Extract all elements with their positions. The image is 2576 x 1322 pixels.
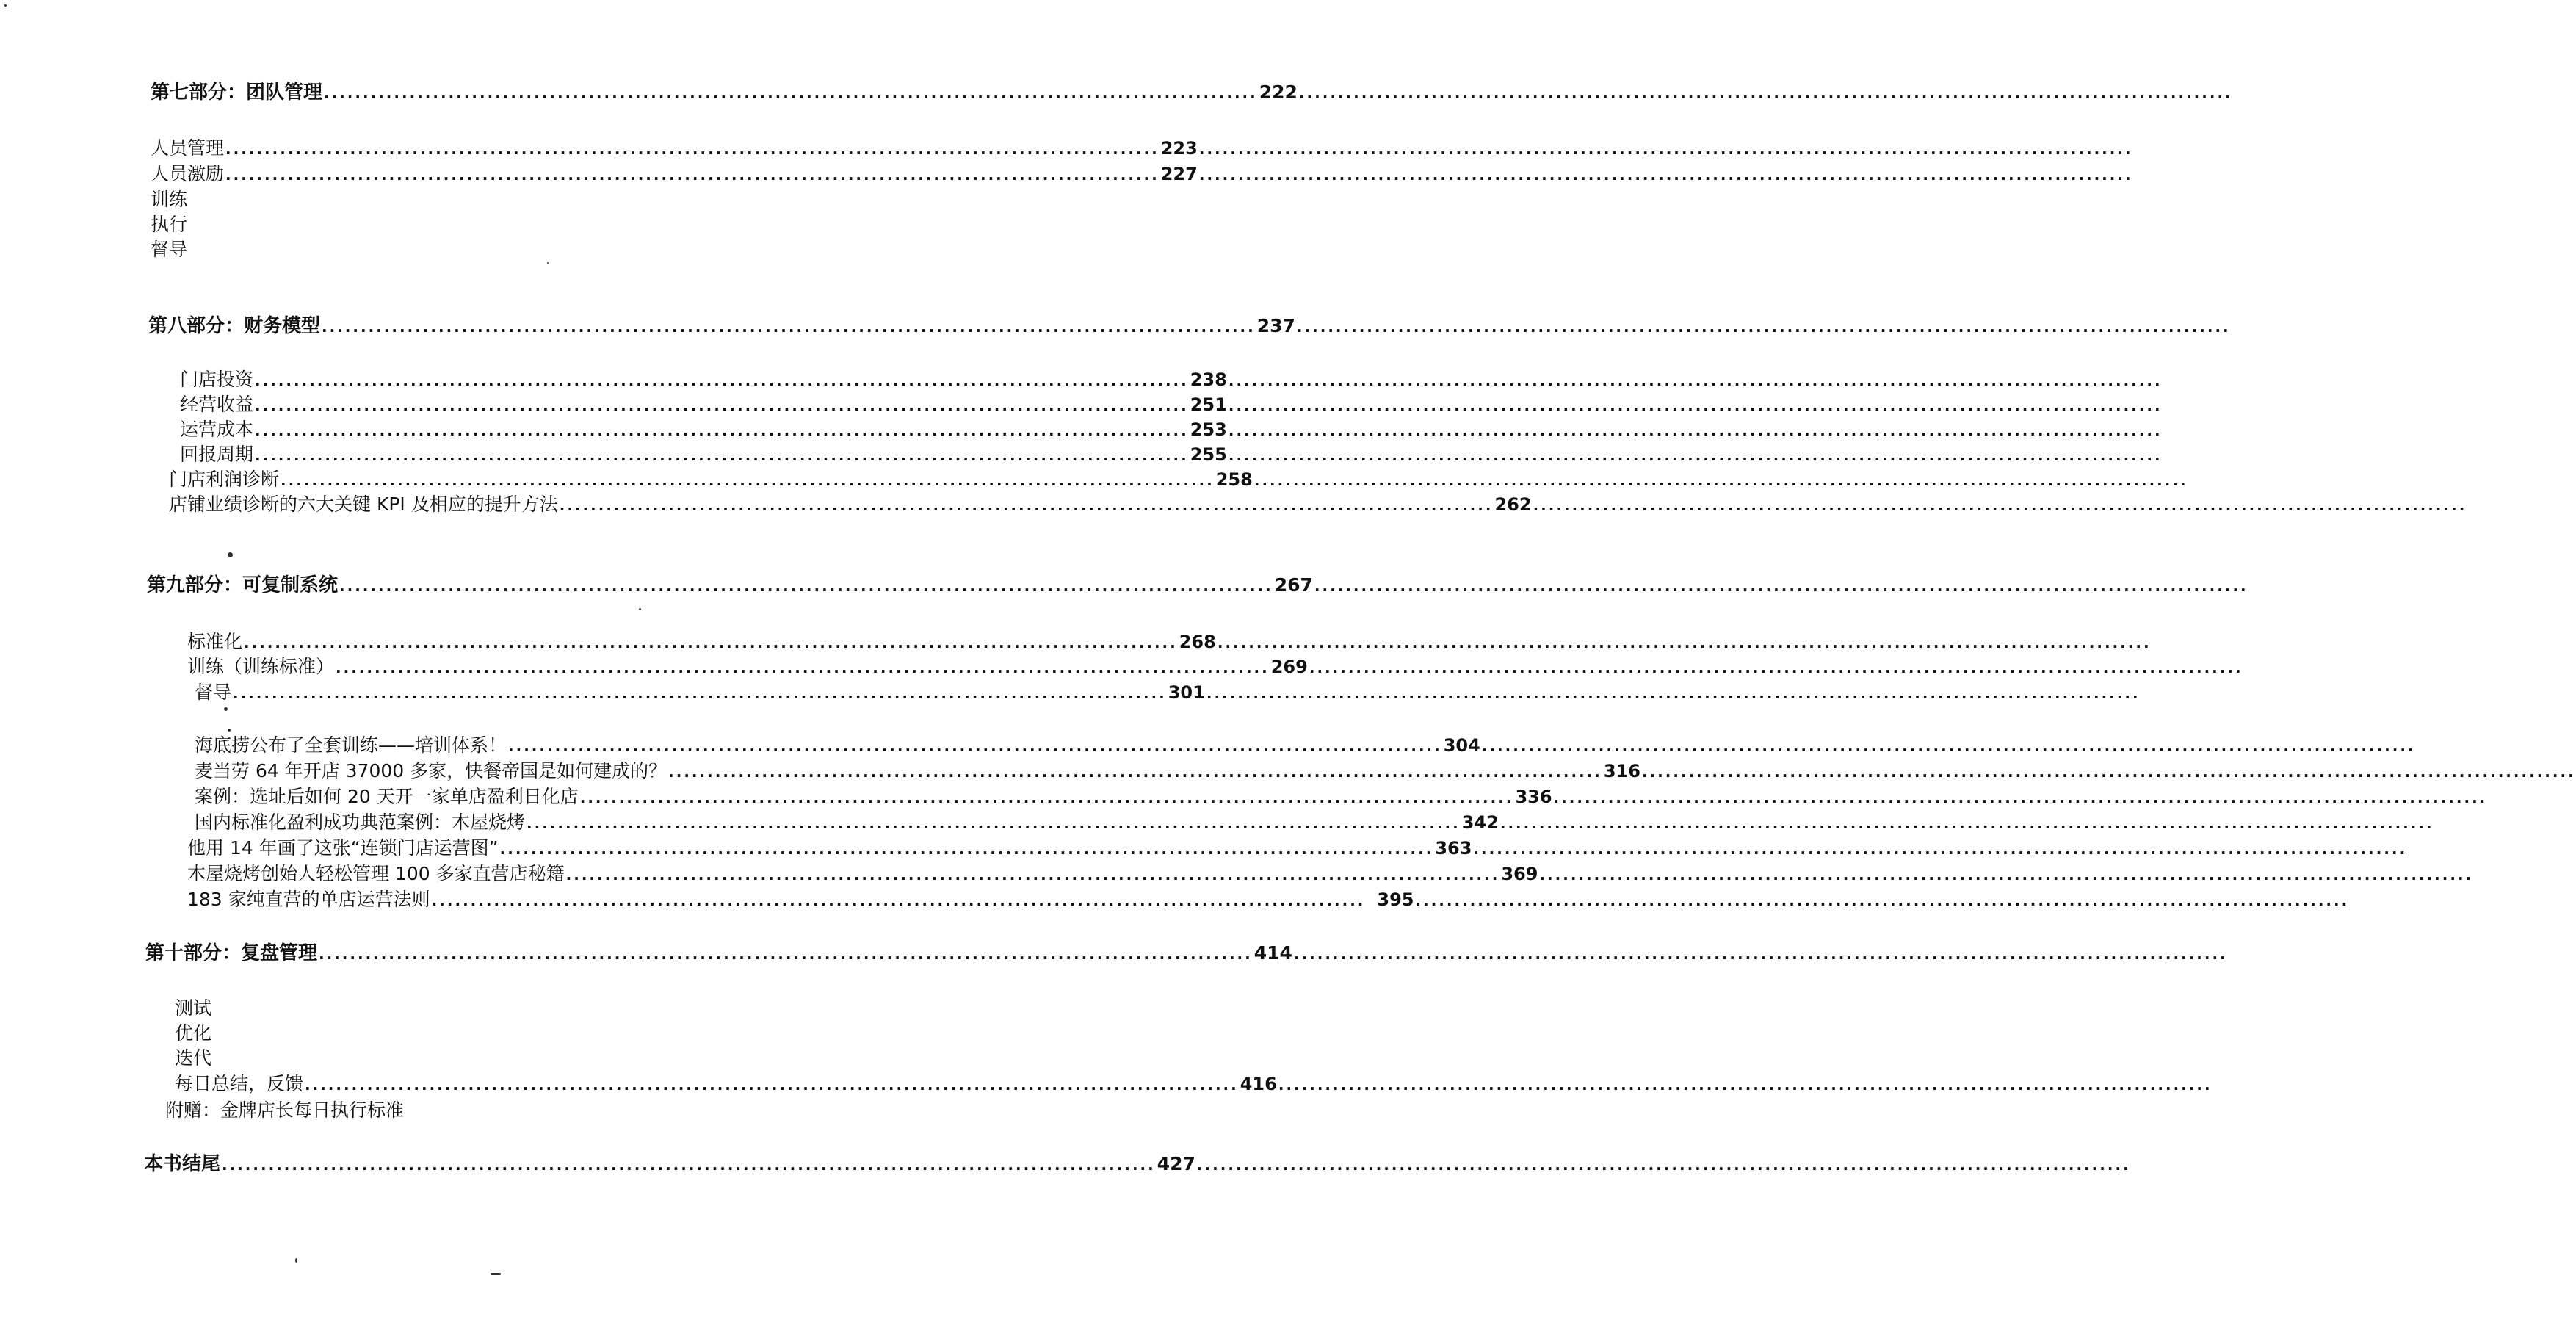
toc-item-page: 227: [1160, 164, 1198, 184]
toc-item[interactable]: [180, 368, 2163, 392]
toc-item[interactable]: [180, 443, 2163, 467]
dot-leader: ........................................................................................................................: [225, 140, 1159, 158]
toc-item-title: 执行: [151, 214, 188, 235]
dot-leader: ........................................................................................................................: [233, 685, 1167, 702]
toc-item-title: 附赠：金牌店长每日执行标准: [165, 1099, 405, 1121]
toc-item-title: 国内标准化盈利成功典范案例：木屋烧烤: [195, 812, 526, 833]
toc-item-page: 238: [1190, 369, 1227, 390]
toc-heading-title: 第十部分：复盘管理: [145, 942, 318, 964]
dot-leader: ........................................................................................................................: [1228, 422, 2163, 439]
toc-heading-page: 267: [1274, 574, 1313, 596]
dot-leader: ........................................................................................................................: [305, 1076, 1239, 1094]
dot-leader: ........................................................................................................................: [1314, 577, 2248, 595]
toc-item[interactable]: [195, 785, 2488, 809]
toc-item-title: 训练: [151, 189, 188, 210]
toc-item-title: 督导: [151, 239, 188, 260]
toc-item[interactable]: [195, 734, 2416, 758]
toc-item-page: 301: [1168, 682, 1205, 703]
toc-item-page: 342: [1461, 812, 1499, 833]
dot-leader: ........................................................................................................................: [324, 84, 1258, 102]
toc-item[interactable]: [195, 811, 2434, 835]
toc-item-title: 优化: [175, 1022, 212, 1044]
dot-leader: ........................................................................................................................: [319, 945, 1253, 963]
toc-item[interactable]: [175, 1022, 211, 1045]
toc-item-title: 门店投资: [180, 369, 254, 390]
dot-leader: ........................................................................................................................: [565, 866, 1500, 884]
dot-leader: ........................................................................................................................: [1499, 814, 2434, 832]
toc-item-page: 253: [1190, 419, 1227, 440]
toc-item[interactable]: [165, 1099, 404, 1122]
dot-leader: ........................................................................................................................: [1198, 166, 2133, 184]
toc-item-title: 经营收益: [180, 394, 254, 415]
toc-item-title: 标准化: [187, 631, 243, 652]
toc-item[interactable]: [151, 162, 2133, 187]
toc-item-page: 269: [1270, 657, 1308, 677]
toc-item[interactable]: [187, 862, 2474, 886]
toc-heading-page: 427: [1157, 1153, 1195, 1174]
dot-leader: ........................................................................................................................: [668, 763, 1602, 781]
toc-item[interactable]: [187, 655, 2243, 679]
dot-leader: ........................................................................................................................: [281, 472, 1215, 489]
scan-speck: [639, 608, 641, 610]
toc-heading-title: 第八部分：财务模型: [148, 315, 321, 337]
toc-item-page: 251: [1190, 394, 1227, 415]
toc-item-title: 人员管理: [151, 137, 225, 159]
dot-leader: ........................................................................................................................: [1415, 892, 2350, 909]
toc-item-title: 海底捞公布了全套训练——培训体系！: [195, 734, 507, 756]
toc-heading-page: 414: [1253, 942, 1292, 964]
toc-item[interactable]: [151, 188, 187, 212]
toc-item-title: 案例：选址后如何 20 天开一家单店盈利日化店: [195, 786, 579, 807]
toc-heading-title: 第七部分：团队管理: [151, 82, 323, 104]
dot-leader: ........................................................................................................................: [255, 372, 1189, 389]
toc-heading-page: 237: [1256, 315, 1295, 336]
scan-speck: [547, 262, 549, 264]
scan-speck: [228, 552, 233, 557]
toc-item[interactable]: [187, 837, 2408, 861]
dot-leader: ........................................................................................................................: [244, 634, 1178, 651]
toc-item-title: 店铺业绩诊断的六大关键 KPI 及相应的提升方法: [169, 494, 558, 515]
toc-heading-part10[interactable]: [145, 942, 2228, 966]
toc-item-title: 他用 14 年画了这张“连锁门店运营图”: [187, 837, 499, 859]
dot-leader: ........................................................................................................................: [1278, 1076, 2213, 1094]
dot-leader: ........................................................................................................................: [1539, 866, 2474, 884]
dot-leader: ........................................................................................................................: [1641, 763, 2576, 781]
toc-heading-part9[interactable]: [147, 574, 2248, 598]
toc-item[interactable]: [180, 393, 2163, 417]
toc-heading-title: 第九部分：可复制系统: [147, 574, 339, 596]
dot-leader: ........................................................................................................................: [579, 789, 1514, 806]
toc-item-page: 416: [1240, 1074, 1277, 1094]
toc-item[interactable]: [175, 997, 211, 1020]
dot-leader: ........................................................................................................................: [1296, 318, 2231, 336]
toc-item-page: 369: [1501, 864, 1538, 884]
dot-leader: ........................................................................................................................: [508, 737, 1442, 755]
dot-leader: ........................................................................................................................: [1553, 789, 2488, 806]
toc-item-title: 每日总结，反馈: [175, 1073, 304, 1094]
toc-item[interactable]: [180, 418, 2163, 442]
toc-item-title: 训练（训练标准）: [187, 656, 335, 677]
toc-heading-part7[interactable]: [151, 81, 2233, 105]
scan-speck: [295, 1258, 297, 1263]
scan-speck: [228, 729, 231, 732]
dot-leader: ........................................................................................................................: [1309, 659, 2243, 676]
toc-item-page: 395: [1377, 889, 1414, 910]
toc-item[interactable]: [187, 630, 2152, 654]
toc-item[interactable]: [195, 759, 2576, 784]
dot-leader: ........................................................................................................................: [1293, 945, 2228, 963]
dot-leader: ........................................................................................................................: [336, 659, 1270, 676]
toc-item-page: 223: [1160, 138, 1198, 159]
toc-heading-page: 222: [1259, 82, 1298, 103]
toc-item-title: 督导: [195, 682, 232, 703]
toc-item-title: 迭代: [175, 1047, 212, 1069]
dot-leader: ........................................................................................................................: [255, 422, 1189, 439]
dot-leader: ........................................................................................................................: [255, 397, 1189, 414]
toc-item-title: 运营成本: [180, 419, 254, 440]
dot-leader: ........................................................................................................................: [1228, 372, 2163, 389]
toc-item[interactable]: [175, 1047, 211, 1070]
toc-heading-title: 本书结尾: [144, 1153, 221, 1175]
dot-leader: ........................................................................................................................: [1206, 685, 2141, 702]
toc-item-page: 262: [1494, 494, 1532, 515]
toc-item-page: 336: [1515, 787, 1552, 807]
scan-speck: [4, 4, 7, 7]
dot-leader: ........................................................................................................................: [1533, 496, 2467, 514]
toc-item[interactable]: [151, 213, 187, 236]
toc-heading-ending[interactable]: [144, 1152, 2131, 1177]
toc-heading-part8[interactable]: [148, 314, 2231, 339]
toc-item-page: 316: [1603, 761, 1640, 781]
toc-item[interactable]: [151, 137, 2133, 161]
dot-leader: ........................................................................................................................: [499, 840, 1434, 858]
dot-leader: ........................................................................................................................: [222, 1156, 1156, 1174]
dot-leader: ........................................................................................................................: [1253, 472, 2188, 489]
dot-leader: ........................................................................................................................: [431, 892, 1366, 909]
dot-leader: ........................................................................................................................: [225, 166, 1159, 184]
toc-item[interactable]: [151, 238, 187, 261]
toc-item-title: 木屋烧烤创始人轻松管理 100 多家直营店秘籍: [187, 863, 565, 884]
toc-item-page: 258: [1215, 469, 1253, 490]
dot-leader: ........................................................................................................................: [1198, 140, 2133, 158]
scan-speck: [491, 1273, 501, 1275]
toc-item-title: 麦当劳 64 年开店 37000 多家，快餐帝国是如何建成的？: [195, 760, 667, 781]
dot-leader: ........................................................................................................................: [559, 496, 1494, 514]
toc-item-title: 测试: [175, 997, 212, 1019]
dot-leader: ........................................................................................................................: [1196, 1156, 2131, 1174]
dot-leader: ........................................................................................................................: [527, 814, 1461, 832]
dot-leader: ........................................................................................................................: [322, 318, 1256, 336]
dot-leader: ........................................................................................................................: [1298, 84, 2233, 102]
dot-leader: ........................................................................................................................: [339, 577, 1273, 595]
toc-item-page: 268: [1179, 632, 1216, 652]
toc-item[interactable]: [169, 493, 2467, 517]
toc-item[interactable]: [187, 888, 2350, 912]
toc-item[interactable]: [195, 681, 2141, 705]
scan-speck: [224, 707, 228, 711]
toc-item[interactable]: [169, 468, 2188, 492]
dot-leader: ........................................................................................................................: [1217, 634, 2152, 651]
toc-item-title: 门店利润诊断: [169, 469, 280, 490]
dot-leader: ........................................................................................................................: [255, 447, 1189, 464]
toc-item-page: 363: [1435, 838, 1472, 859]
dot-leader: ........................................................................................................................: [1228, 397, 2163, 414]
toc-item-page: 255: [1190, 444, 1227, 465]
dot-leader: ........................................................................................................................: [1473, 840, 2408, 858]
toc-item-title: 人员激励: [151, 163, 225, 184]
toc-item-page: 304: [1443, 735, 1480, 756]
dot-leader: ........................................................................................................................: [1228, 447, 2163, 464]
toc-item[interactable]: [175, 1072, 2213, 1097]
dot-leader: ........................................................................................................................: [1481, 737, 2416, 755]
toc-item-title: 183 家纯直营的单店运营法则: [187, 889, 430, 910]
toc-item-title: 回报周期: [180, 444, 254, 465]
